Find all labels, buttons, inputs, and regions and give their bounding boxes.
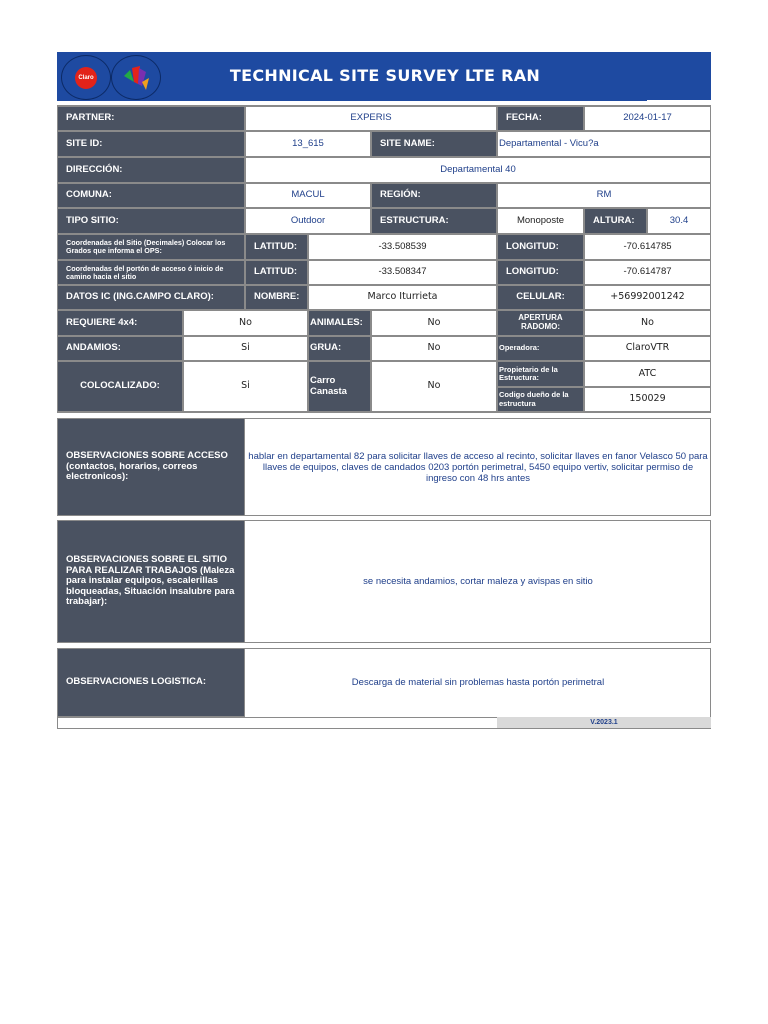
nombre-label: NOMBRE: <box>245 285 308 310</box>
andamios-value: Si <box>183 336 308 361</box>
andamios-label: ANDAMIOS: <box>57 336 183 361</box>
codigo-value: 150029 <box>584 387 711 412</box>
operadora-value: ClaroVTR <box>584 336 711 361</box>
siteid-value: 13_615 <box>245 131 371 157</box>
lon2-label: LONGITUD: <box>497 260 584 285</box>
partner-label: PARTNER: <box>57 106 245 131</box>
requiere-label: REQUIERE 4x4: <box>57 310 183 336</box>
propietario-label: Propietario de la Estructura: <box>497 361 584 387</box>
version-label: V.2023.1 <box>497 717 711 728</box>
animales-value: No <box>371 310 497 336</box>
colocalizado-label: COLOCALIZADO: <box>57 361 183 412</box>
lat2-value: -33.508347 <box>308 260 497 285</box>
direccion-label: DIRECCIÓN: <box>57 157 245 183</box>
tiposit-label: TIPO SITIO: <box>57 208 245 234</box>
apertura-label: APERTURA RADOMO: <box>497 310 584 336</box>
requiere-value: No <box>183 310 308 336</box>
region-value: RM <box>497 183 711 208</box>
altura-value: 30.4 <box>647 208 711 234</box>
obs-sitio-label: OBSERVACIONES SOBRE EL SITIO PARA REALIZAR TRABAJOS (Maleza para instalar equipos, escalerillas bloqueadas, Situación insalubre para trabajar): <box>57 520 245 643</box>
tiposit-value: Outdoor <box>245 208 371 234</box>
grua-label: GRUA: <box>308 336 371 361</box>
lat1-label: LATITUD: <box>245 234 308 260</box>
animales-label: ANIMALES: <box>308 310 371 336</box>
obs-logistica-label: OBSERVACIONES LOGISTICA: <box>57 648 245 717</box>
obs-sitio-value: se necesita andamios, cortar maleza y avispas en sitio <box>363 576 593 587</box>
codigo-label: Codigo dueño de la estructura <box>497 387 584 412</box>
carro-value: No <box>371 361 497 412</box>
sitename-label: SITE NAME: <box>371 131 497 157</box>
propietario-value: ATC <box>584 361 711 387</box>
datosic-label: DATOS IC (ING.CAMPO CLARO): <box>57 285 245 310</box>
celular-label: CELULAR: <box>497 285 584 310</box>
obs-acceso-label: OBSERVACIONES SOBRE ACCESO (contactos, horarios, correos electronicos): <box>57 418 245 516</box>
estructura-value: Monoposte <box>497 208 584 234</box>
siteid-label: SITE ID: <box>57 131 245 157</box>
coord-porton-label: Coordenadas del portón de acceso ó inicio de camino hacia el sitio <box>57 260 245 285</box>
lat1-value: -33.508539 <box>308 234 497 260</box>
header-right-strip <box>647 100 711 102</box>
region-label: REGIÓN: <box>371 183 497 208</box>
estructura-label: ESTRUCTURA: <box>371 208 497 234</box>
lat2-label: LATITUD: <box>245 260 308 285</box>
coord-sitio-label: Coordenadas del Sitio (Decimales) Colocar los Grados que informa el OPS: <box>57 234 245 260</box>
page-title: TECHNICAL SITE SURVEY LTE RAN <box>229 65 541 85</box>
altura-label: ALTURA: <box>584 208 647 234</box>
comuna-label: COMUNA: <box>57 183 245 208</box>
partner-value: EXPERIS <box>245 106 497 131</box>
lon1-value: -70.614785 <box>584 234 711 260</box>
comuna-value: MACUL <box>245 183 371 208</box>
carro-label: Carro Canasta <box>308 361 371 412</box>
vtr-logo-icon <box>111 55 161 100</box>
obs-acceso-value: hablar en departamental 82 para solicitar llaves de acceso al recinto, solicitar llaves en fanor Velasco 50 para llaves de equipos, claves de candados 0203 portón perimetral, 5450 equipo vertiv, solicitar permiso de ingreso con 48 hrs antes <box>248 450 708 484</box>
fecha-label: FECHA: <box>497 106 584 131</box>
fecha-value: 2024-01-17 <box>584 106 711 131</box>
operadora-label: Operadora: <box>497 336 584 361</box>
claro-logo-text: Claro <box>78 74 94 81</box>
colocalizado-value: Si <box>183 361 308 412</box>
obs-logistica-value: Descarga de material sin problemas hasta portón perimetral <box>351 677 605 688</box>
claro-logo-icon <box>61 55 111 100</box>
nombre-value: Marco Iturrieta <box>308 285 497 310</box>
celular-value: +56992001242 <box>584 285 711 310</box>
sitename-value: Departamental - Vicu?a <box>497 131 711 157</box>
direccion-value: Departamental 40 <box>245 157 711 183</box>
lon2-value: -70.614787 <box>584 260 711 285</box>
grua-value: No <box>371 336 497 361</box>
apertura-value: No <box>584 310 711 336</box>
lon1-label: LONGITUD: <box>497 234 584 260</box>
